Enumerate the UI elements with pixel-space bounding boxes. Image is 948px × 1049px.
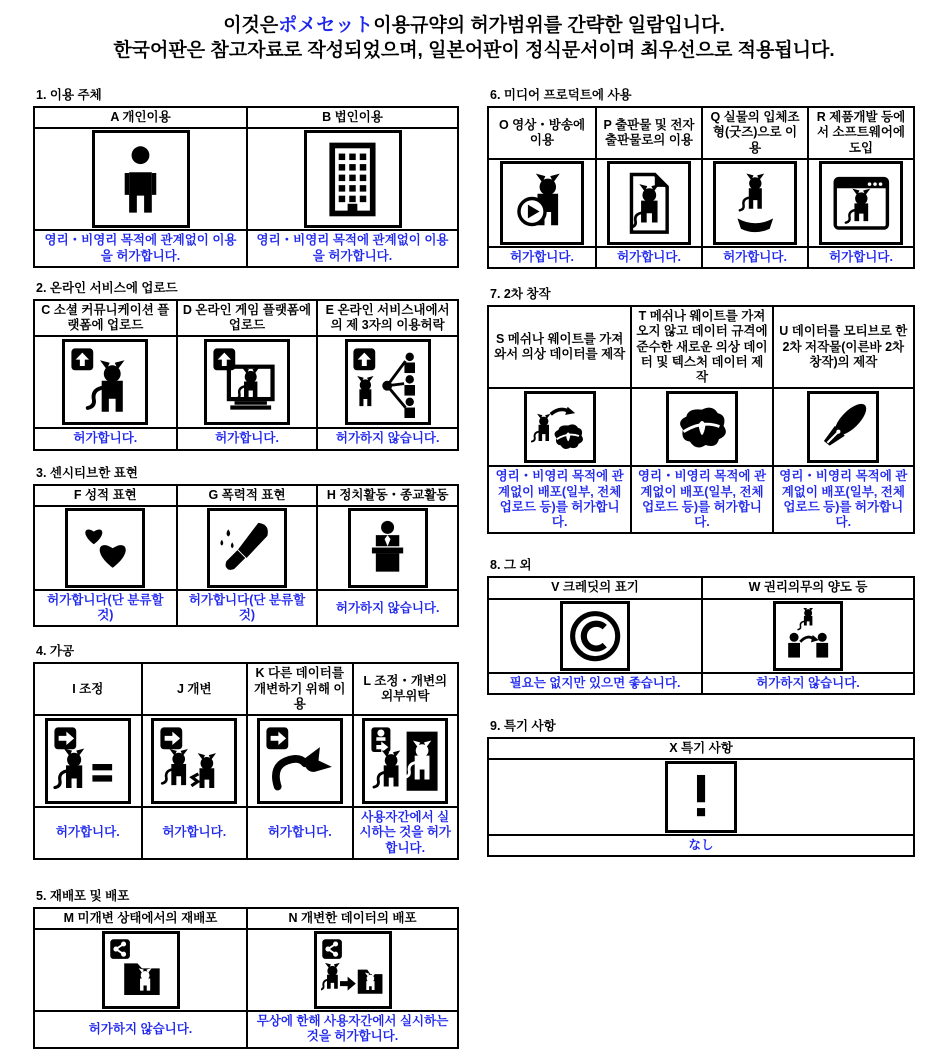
title-pre: 이것은 xyxy=(223,15,279,36)
cell-I-icon-area xyxy=(35,714,141,806)
cell-F-status: 허가합니다(단 분류할 것) xyxy=(35,589,176,626)
cell-P-header: P 출판물 및 전자출판물로의 이용 xyxy=(595,108,701,158)
cell-L-icon-area xyxy=(352,714,458,806)
cell-L-status: 사용자간에서 실시하는 것을 허가합니다. xyxy=(352,806,458,858)
cell-E-header: E 온라인 서비스내에서의 제 3자의 이용허락 xyxy=(316,301,457,336)
cell-N-header: N 개변한 데이터의 배포 xyxy=(246,909,457,928)
cell-U-header: U 데이터를 모티브로 한 2차 저작물(이른바 2차 창작)의 제작 xyxy=(772,307,913,387)
section-8 xyxy=(487,555,915,695)
cell-T-header: T 메쉬나 웨이트를 가져오지 않고 데이터 규격에 준수한 새로운 의상 데이터 및 텍스처 데이터 제작 xyxy=(630,307,771,387)
cell-E-status: 허가하지 않습니다. xyxy=(316,427,457,448)
cell-N-icon-area xyxy=(246,928,457,1010)
section-1 xyxy=(33,85,459,268)
building-icon xyxy=(304,130,402,228)
section-1-table xyxy=(33,106,459,268)
cell-U-status: 영리・비영리 목적에 관계없이 배포(일부, 전체업로드 등)를 허가합니다. xyxy=(772,465,913,532)
podium-speech-icon xyxy=(348,508,428,588)
cell-Q-status: 허가합니다. xyxy=(701,246,807,267)
cell-G-icon-area xyxy=(176,505,317,589)
cell-A-header: A 개인이용 xyxy=(110,110,171,125)
cell-M-status: 허가하지 않습니다. xyxy=(35,1010,246,1047)
cell-R-status: 허가합니다. xyxy=(807,246,913,267)
figurine-cat-icon xyxy=(713,161,797,245)
section-5 xyxy=(33,886,459,1049)
cell-S-icon-area xyxy=(489,387,630,465)
cell-T-icon-area xyxy=(630,387,771,465)
cell-W-header: W 권리의무의 양도 등 xyxy=(701,578,913,597)
cell-F-icon-area xyxy=(35,505,176,589)
section-4-title: 4. 가공 xyxy=(36,644,75,659)
section-5-title: 5. 재배포 및 배포 xyxy=(36,888,130,903)
costume-from-mesh-icon xyxy=(524,391,596,463)
cell-V-header: V 크레딧의 표기 xyxy=(551,580,639,595)
upload-share-thirdparty-icon xyxy=(345,339,431,425)
section-2-table xyxy=(33,299,459,451)
section-9 xyxy=(487,716,915,858)
upload-sns-cat-icon xyxy=(62,339,148,425)
cell-S-status: 영리・비영리 목적에 관계없이 배포(일부, 전체업로드 등)를 허가합니다. xyxy=(489,465,630,532)
cell-D-status: 허가합니다. xyxy=(176,427,317,448)
adjust-cat-icon xyxy=(45,718,131,804)
page-title xyxy=(0,13,948,38)
cell-A-icon-area xyxy=(35,127,246,229)
cell-L-header: L 조정・개변의 외부위탁 xyxy=(352,664,458,714)
cell-N-status: 무상에 한해 사용자간에서 실시하는 것을 허가합니다. xyxy=(246,1010,457,1047)
cell-Q-icon-area xyxy=(701,158,807,246)
cell-R-icon-area xyxy=(807,158,913,246)
cell-C-status: 허가합니다. xyxy=(35,427,176,448)
section-1-title: 1. 이용 주체 xyxy=(36,88,102,103)
cell-B-icon-area xyxy=(246,127,457,229)
cell-H-status: 허가하지 않습니다. xyxy=(316,589,457,626)
costume-scratch-icon xyxy=(666,391,738,463)
section-9-title: 9. 특기 사항 xyxy=(490,718,556,733)
section-7-table xyxy=(487,305,915,534)
hearts-icon xyxy=(65,508,145,588)
cell-X-status: なし xyxy=(489,834,913,855)
section-8-table xyxy=(487,576,915,695)
upload-game-cat-icon xyxy=(204,339,290,425)
section-9-table xyxy=(487,737,915,858)
cell-B-status: 영리・비영리 목적에 관계없이 이용을 허가합니다. xyxy=(246,229,457,266)
person-icon xyxy=(92,130,190,228)
cell-R-header: R 제품개발 등에서 소프트웨어에 도입 xyxy=(807,108,913,158)
cell-M-header: M 미개변 상태에서의 재배포 xyxy=(63,910,218,925)
modify-otherdata-icon xyxy=(257,718,343,804)
exclamation-icon xyxy=(665,761,737,833)
cell-V-status: 필요는 없지만 있으면 좋습니다. xyxy=(489,672,701,693)
cell-M-icon-area xyxy=(35,928,246,1010)
cell-K-header: K 다른 데이터를 개변하기 위해 이용 xyxy=(246,664,352,714)
section-6-title: 6. 미디어 프로덕트에 사용 xyxy=(490,88,632,103)
cell-H-header: H 정치활동・종교활동 xyxy=(316,486,457,505)
cell-J-icon-area xyxy=(141,714,247,806)
cell-C-header: C 소셜 커뮤니케이션 플랫폼에 업로드 xyxy=(41,302,170,333)
section-3 xyxy=(33,463,459,628)
cell-O-icon-area xyxy=(489,158,595,246)
cell-U-icon-area xyxy=(772,387,913,465)
cell-D-header: D 온라인 게임 플랫폼에 업로드 xyxy=(176,301,317,336)
title-post: 이용규약의 허가범위를 간략한 일람입니다. xyxy=(373,15,725,36)
cell-E-icon-area xyxy=(316,335,457,427)
section-5-table xyxy=(33,907,459,1049)
cell-W-icon-area xyxy=(701,598,913,672)
section-4 xyxy=(33,641,459,860)
rights-transfer-icon xyxy=(773,601,843,671)
cell-I-status: 허가합니다. xyxy=(35,806,141,858)
copyright-icon xyxy=(560,601,630,671)
cell-X-icon-area xyxy=(489,758,913,834)
section-4-table xyxy=(33,662,459,860)
cell-O-status: 허가합니다. xyxy=(489,246,595,267)
cell-I-header: I 조정 xyxy=(72,681,104,696)
cell-P-icon-area xyxy=(595,158,701,246)
section-3-title: 3. 센시티브한 표현 xyxy=(36,465,138,480)
redistribute-folder-icon xyxy=(102,931,180,1009)
cell-A-status: 영리・비영리 목적에 관계없이 이용을 허가합니다. xyxy=(35,229,246,266)
cell-B-header: B 법인이용 xyxy=(246,108,457,127)
modify-cats-icon xyxy=(151,718,237,804)
cell-Q-header: Q 실물의 입체조형(굿즈)으로 이용 xyxy=(701,108,807,158)
section-6 xyxy=(487,85,915,269)
cell-D-icon-area xyxy=(176,335,317,427)
page-header xyxy=(0,0,948,63)
section-6-table xyxy=(487,106,915,269)
section-2 xyxy=(33,278,459,451)
cell-G-status: 허가합니다(단 분류할 것) xyxy=(176,589,317,626)
content-columns xyxy=(0,85,948,1049)
section-7-title: 7. 2차 창작 xyxy=(490,287,551,302)
publication-cat-icon xyxy=(607,161,691,245)
outsourcing-cats-icon xyxy=(362,718,448,804)
section-7 xyxy=(487,284,915,534)
section-3-table xyxy=(33,484,459,628)
cell-O-header: O 영상・방송에 이용 xyxy=(498,117,586,148)
cell-J-header: J 개변 xyxy=(141,664,247,714)
right-column xyxy=(487,85,915,857)
page-subtitle: 한국어판은 참고자료로 작성되었으며, 일본어판이 정식문서이며 최우선으로 적용됩니다. xyxy=(113,40,835,62)
cell-K-icon-area xyxy=(246,714,352,806)
cell-S-header: S 메쉬나 웨이트를 가져와서 의상 데이터를 제작 xyxy=(494,332,626,362)
cell-T-status: 영리・비영리 목적에 관계없이 배포(일부, 전체업로드 등)를 허가합니다. xyxy=(630,465,771,532)
brand-name: ポメセット xyxy=(278,15,374,36)
video-play-cat-icon xyxy=(500,161,584,245)
cell-K-status: 허가합니다. xyxy=(246,806,352,858)
knife-icon xyxy=(207,508,287,588)
cell-G-header: G 폭력적 표현 xyxy=(176,486,317,505)
distribute-modified-icon xyxy=(314,931,392,1009)
cell-P-status: 허가합니다. xyxy=(595,246,701,267)
cell-W-status: 허가하지 않습니다. xyxy=(701,672,913,693)
cell-X-header: X 특기 사항 xyxy=(669,740,733,755)
pen-icon xyxy=(807,391,879,463)
cell-C-icon-area xyxy=(35,335,176,427)
section-2-title: 2. 온라인 서비스에 업로드 xyxy=(36,280,178,295)
software-window-cat-icon xyxy=(819,161,903,245)
section-8-title: 8. 그 외 xyxy=(490,558,532,573)
cell-J-status: 허가합니다. xyxy=(141,806,247,858)
cell-H-icon-area xyxy=(316,505,457,589)
cell-F-header: F 성적 표현 xyxy=(73,487,137,502)
left-column xyxy=(33,85,459,1049)
cell-V-icon-area xyxy=(489,598,701,672)
